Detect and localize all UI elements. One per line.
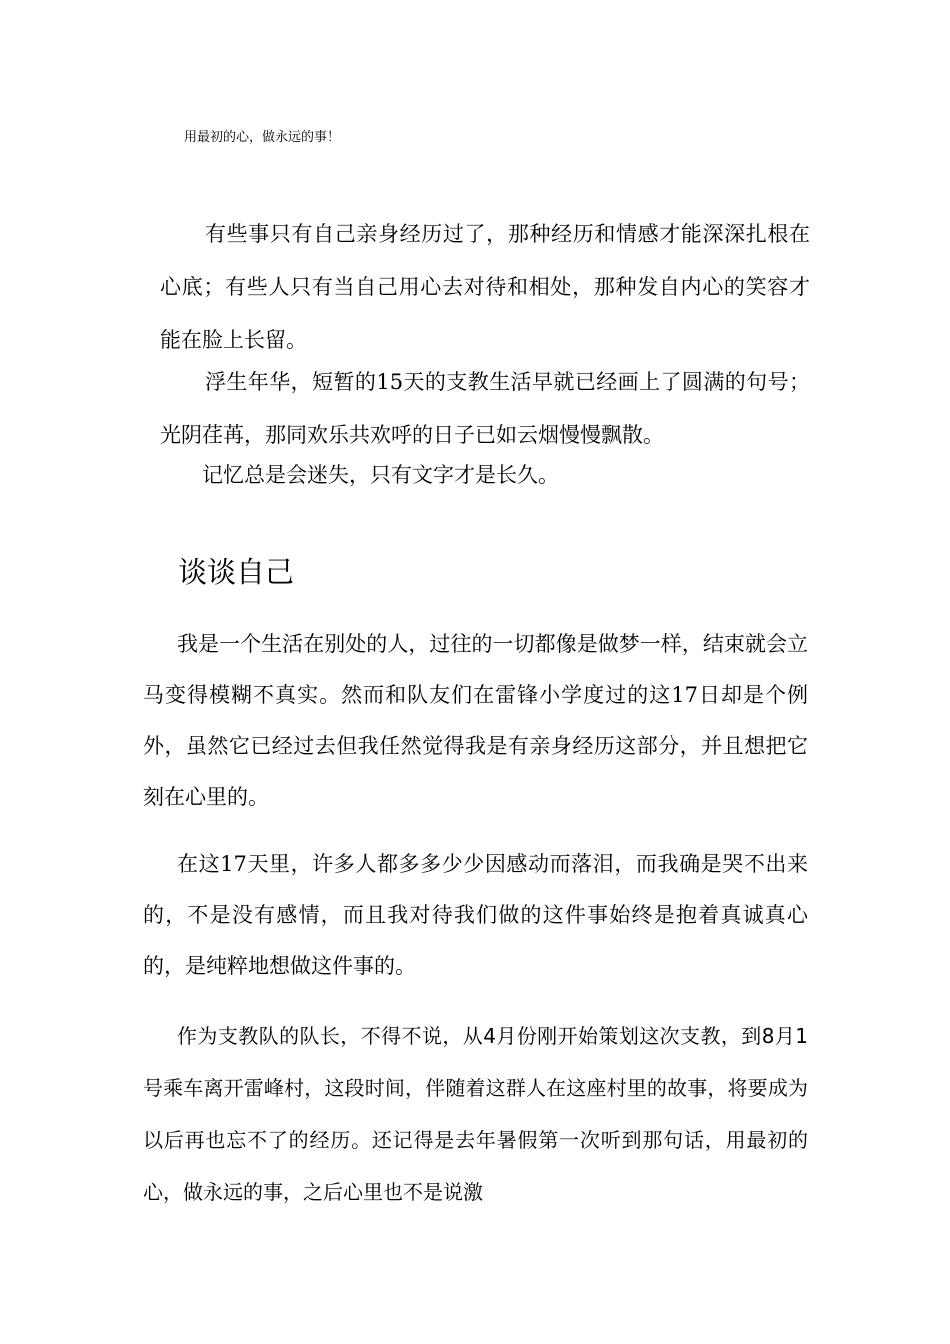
- section-paragraph-3: 作为支教队的队长，不得不说，从4月份刚开始策划这次支教，到8月1号乘车离开雷峰村，这段时间，伴随着这群人在这座村里的故事，将要成为以后再也忘不了的经历。还记得是去年暑假第一次听到那句话，用最初的心，做永远的事，之后心里也不是说激: [143, 1024, 808, 1204]
- section-paragraph-2: 在这17天里，许多人都多多少少因感动而落泪，而我确是哭不出来的，不是没有感情，而且我对待我们做的这件事始终是抱着真诚真心的，是纯粹地想做这件事的。: [143, 852, 808, 978]
- intro-paragraph-2: 浮生年华，短暂的15天的支教生活早就已经画上了圆满的句号；光阴荏苒，那同欢乐共欢呼的日子已如云烟慢慢飘散。: [160, 370, 810, 447]
- section-paragraph-1: 我是一个生活在别处的人，过往的一切都像是做梦一样，结束就会立马变得模糊不真实。然而和队友们在雷锋小学度过的这17日却是个例外，虽然它已经过去但我任然觉得我是有亲身经历这部分，并且想把它刻在心里的。: [143, 632, 808, 809]
- intro-paragraph-1: 有些事只有自己亲身经历过了，那种经历和情感才能深深扎根在心底；有些人只有当自己用心去对待和相处，那种发自内心的笑容才能在脸上长留。: [160, 222, 810, 352]
- intro-paragraph-3: 记忆总是会迷失，只有文字才是长久。: [202, 463, 559, 487]
- header-motto: 用最初的心，做永远的事！: [184, 130, 341, 145]
- section-title: 谈谈自己: [178, 555, 295, 589]
